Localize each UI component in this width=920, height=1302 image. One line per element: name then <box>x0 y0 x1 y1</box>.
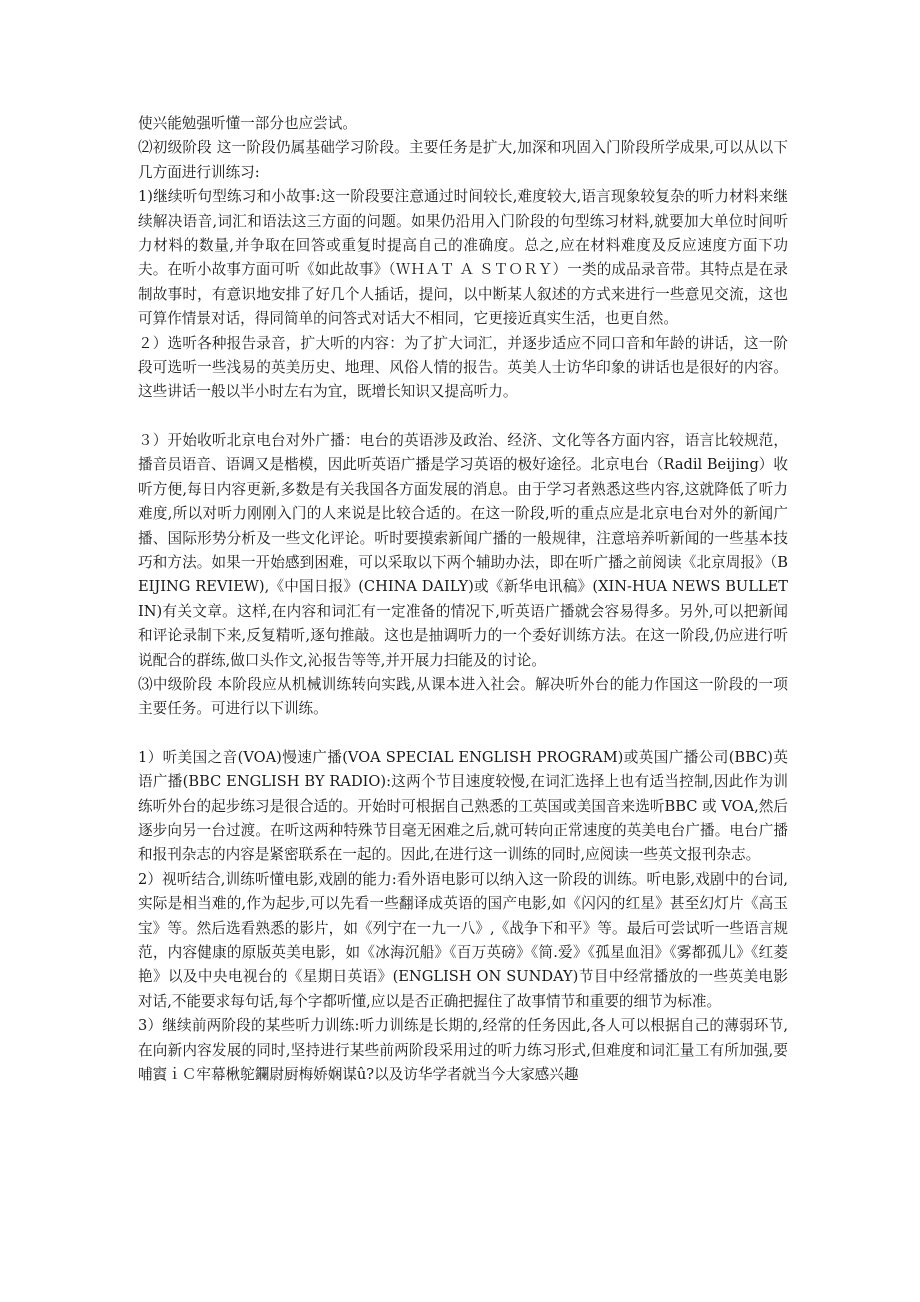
paragraph-continued-training: 3）继续前两阶段的某些听力训练:听力训练是长期的,经常的任务因此,各人可以根据自己的薄弱环节,在向新内容发展的同时,坚持进行某些前两阶段采用过的听力练习形式,但难度和词汇量工有所加强,要哺賨ｉＣ牢幕楸鸵鑭尉厨梅娇娴谋û?以及访华学者就当今大家感兴趣 <box>138 1017 788 1084</box>
paragraph-intermediate-stage: ⑶中级阶段 本阶段应从机械训练转向实践,从课本进入社会。解决听外台的能力作国这一阶段的一项主要任务。可进行以下训练。 <box>138 675 788 718</box>
paragraph-sentence-practice: 1)继续听句型练习和小故事:这一阶段要注意通过时间较长,难度较大,语言现象较复杂的听力材料来继续解决语音,词汇和语法这三方面的问题。如果仍沿用入门阶段的句型练习材料,就要加大单位时间听力材料的数量,并争取在回答或重复时提高自己的准确度。总之,应在材料难度及反应速度方面下功夫。在听小故事方面可听《如此故事》（ＷＨＡＴ Ａ ＳＴＯＲＹ）一类的成品录音带。其特点是在录制故事时，有意识地安排了好几个人插话，提问，以中断某人叙述的方式来进行一些意见交流，这也可算作情景对话，得同简单的问答式对话大不相同，它更接近真实生活，也更自然。 <box>138 188 788 328</box>
document-body <box>138 112 788 1087</box>
paragraph-elementary-stage: ⑵初级阶段 这一阶段仍属基础学习阶段。主要任务是扩大,加深和巩固入门阶段所学成果,可以从以下几方面进行训练习: <box>138 139 788 181</box>
paragraph-spacer <box>138 722 788 746</box>
paragraph-spacer <box>138 405 788 429</box>
paragraph-intro-tail: 使兴能勉强听懂一部分也应尝试。 <box>138 115 357 132</box>
paragraph-voa-bbc: 1）听美国之音(VOA)慢速广播(VOA SPECIAL ENGLISH PROGRAM)或英国广播公司(BBC)英语广播(BBC ENGLISH BY RADIO):这两个节目速度较慢,在词汇选择上也有适当控制,因此作为训练听外台的起步练习是很合适的。开始时可根据自己熟悉的工英国或美国音来选听BBC 或 VOA,然后逐步向另一台过渡。在听这两种特殊节目毫无困难之后,就可转向正常速度的英美电台广播。电台广播和报刊杂志的内容是紧密联系在一起的。因此,在进行这一训练的同时,应阅读一些英文报刊杂志。 <box>138 748 788 864</box>
paragraph-beijing-radio: ３）开始收听北京电台对外广播：电台的英语涉及政治、经济、文化等各方面内容，语言比较规范，播音员语音、语调又是楷模，因此听英语广播是学习英语的极好途径。北京电台（Radil Beijing）收听方便,每日内容更新,多数是有关我国各方面发展的消息。由于学习者熟悉这些内容,这就降低了听力难度,所以对听力刚刚入门的人来说是比较合适的。在这一阶段,听的重点应是北京电台对外的新闻广播、国际形势分析及一些文化评论。听时要摸索新闻广播的一般规律，注意培养听新闻的一些基本技巧和方法。如果一开始感到困难，可以采取以下两个辅助办法，即在听广播之前阅读《北京周报》（BEIJING REVIEW),《中国日报》(CHINA DAILY)或《新华电讯稿》(XIN-HUA NEWS BULLETIN)有关文章。这样,在内容和词汇有一定准备的情况下,听英语广播就会容易得多。另外,可以把新闻和评论录制下来,反复精听,逐句推敲。这也是抽调听力的一个委好训练方法。在这一阶段,仍应进行听说配合的群练,做口头作文,沁报告等等,并开展力扫能及的讨论。 <box>138 431 788 669</box>
paragraph-report-recordings: ２）选听各种报告录音，扩大听的内容：为了扩大词汇，并逐步适应不同口音和年龄的讲话，这一阶段可选听一些浅易的英美历史、地理、风俗人情的报告。英美人士访华印象的讲话也是很好的内容。这些讲话一般以半小时左右为宜，既增长知识又提高听力。 <box>138 334 788 401</box>
paragraph-film-drama: 2）视听结合,训练听懂电影,戏剧的能力:看外语电影可以纳入这一阶段的训练。听电影,戏剧中的台词,实际是相当难的,作为起步,可以先看一些翻译成英语的国产电影,如《闪闪的红星》甚至幻灯片《高玉宝》等。然后选看熟悉的影片，如《列宁在一九一八》,《战争下和平》等。最后可尝试听一些语言规范，内容健康的原版英美电影，如《冰海沉船》《百万英磅》《简.爱》《孤星血泪》《雾都孤儿》《红菱艳》以及中央电视台的《星期日英语》(ENGLISH ON SUNDAY)节目中经常播放的一些英美电影对话,不能要求每句话,每个字都听懂,应以是否正确把握住了故事情节和重要的细节为标准。 <box>138 870 788 1010</box>
